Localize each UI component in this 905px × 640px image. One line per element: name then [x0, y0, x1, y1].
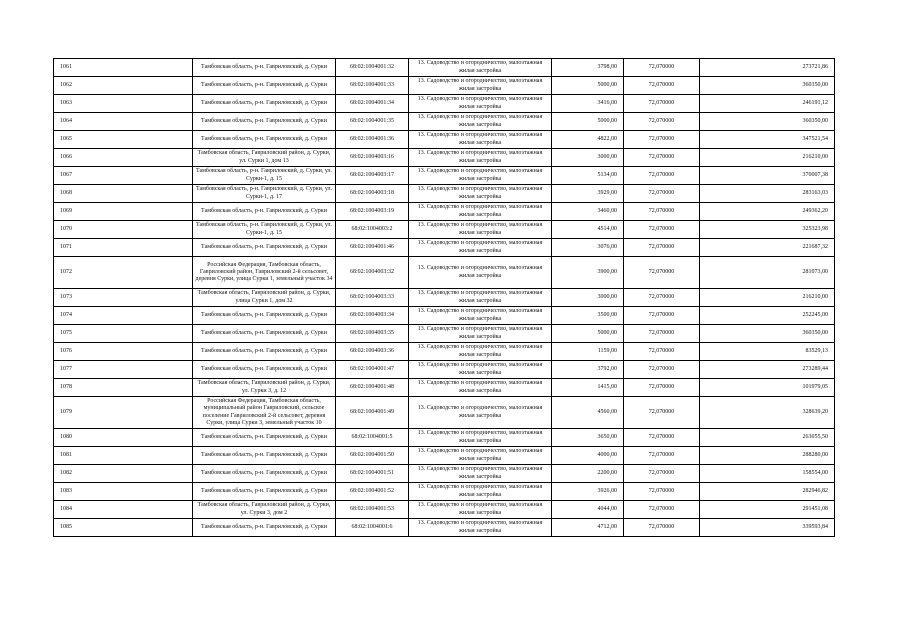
cadastral-number-cell: 68:02:1004001:35 — [336, 113, 409, 131]
land-use-cell: 13. Садоводство и огородничество, малоэтажная жилая застройка — [409, 447, 552, 465]
area-cell: 1415,00 — [552, 379, 624, 397]
area-cell: 4044,00 — [552, 501, 624, 519]
area-cell: 3900,00 — [552, 257, 624, 289]
address-cell: Тамбовская область, р-н. Гавриловский, д. Сурки — [193, 239, 336, 257]
area-cell: 4712,00 — [552, 519, 624, 537]
land-use-cell: 13. Садоводство и огородничество, малоэтажная жилая застройка — [409, 307, 552, 325]
area-cell: 3000,00 — [552, 289, 624, 307]
cadastral-number-cell: 68:02:1004001:36 — [336, 131, 409, 149]
address-cell: Тамбовская область, Гавриловский район, д. Сурки, улица Сурки 1, дом 32 — [193, 289, 336, 307]
row-number: 1080 — [54, 429, 193, 447]
cadastral-number-cell: 68:02:1004001:50 — [336, 447, 409, 465]
address-cell: Тамбовская область, Гавриловский район, д. Сурки, ул. Сурки 3, д. 12 — [193, 379, 336, 397]
address-cell: Тамбовская область, р-н. Гавриловский, д. Сурки — [193, 113, 336, 131]
area-cell: 1159,00 — [552, 343, 624, 361]
area-cell: 5000,00 — [552, 325, 624, 343]
land-use-cell: 13. Садоводство и огородничество, малоэтажная жилая застройка — [409, 59, 552, 77]
address-cell: Тамбовская область, р-н. Гавриловский, д. Сурки — [193, 325, 336, 343]
table-row — [54, 239, 835, 257]
table-row — [54, 483, 835, 501]
land-use-cell: 13. Садоводство и огородничество, малоэтажная жилая застройка — [409, 257, 552, 289]
cadastral-value-cell: 283163,03 — [700, 185, 835, 203]
land-use-cell: 13. Садоводство и огородничество, малоэтажная жилая застройка — [409, 501, 552, 519]
row-number: 1062 — [54, 77, 193, 95]
rate-cell: 72,070000 — [624, 519, 700, 537]
table-row — [54, 325, 835, 343]
rate-cell: 72,070000 — [624, 429, 700, 447]
rate-cell: 72,070000 — [624, 257, 700, 289]
rate-cell: 72,070000 — [624, 379, 700, 397]
cadastral-value-cell: 291451,08 — [700, 501, 835, 519]
address-cell: Тамбовская область, р-н. Гавриловский, д. Сурки, ул. Сурки-1, д. 17 — [193, 185, 336, 203]
row-number: 1067 — [54, 167, 193, 185]
rate-cell: 72,070000 — [624, 307, 700, 325]
address-cell: Российская Федерация, Тамбовская область, муниципальный район Гавриловский, сельское поселение Гавриловский 2-й сельсовет, деревня Сурки, улица Сурки 3, земельный участок 10 — [193, 397, 336, 429]
area-cell: 3076,00 — [552, 239, 624, 257]
cadastral-value-cell: 216210,00 — [700, 289, 835, 307]
address-cell: Тамбовская область, р-н. Гавриловский, д. Сурки — [193, 519, 336, 537]
land-use-cell: 13. Садоводство и огородничество, малоэтажная жилая застройка — [409, 397, 552, 429]
address-cell: Тамбовская область, р-н. Гавриловский, д. Сурки — [193, 59, 336, 77]
row-number: 1077 — [54, 361, 193, 379]
area-cell: 2200,00 — [552, 465, 624, 483]
table-row — [54, 257, 835, 289]
address-cell: Тамбовская область, р-н. Гавриловский, д. Сурки, ул. Сурки-1, д. 15 — [193, 221, 336, 239]
land-use-cell: 13. Садоводство и огородничество, малоэтажная жилая застройка — [409, 95, 552, 113]
land-use-cell: 13. Садоводство и огородничество, малоэтажная жилая застройка — [409, 289, 552, 307]
cadastral-value-cell: 158554,00 — [700, 465, 835, 483]
rate-cell: 72,070000 — [624, 447, 700, 465]
cadastral-number-cell: 68:02:1004001:5 — [336, 429, 409, 447]
land-use-cell: 13. Садоводство и огородничество, малоэтажная жилая застройка — [409, 343, 552, 361]
row-number: 1073 — [54, 289, 193, 307]
rate-cell: 72,070000 — [624, 221, 700, 239]
cadastral-value-cell: 328639,20 — [700, 397, 835, 429]
row-number: 1070 — [54, 221, 193, 239]
cadastral-value-cell: 282946,82 — [700, 483, 835, 501]
land-use-cell: 13. Садоводство и огородничество, малоэтажная жилая застройка — [409, 379, 552, 397]
row-number: 1066 — [54, 149, 193, 167]
rate-cell: 72,070000 — [624, 483, 700, 501]
rate-cell: 72,070000 — [624, 95, 700, 113]
table-row — [54, 149, 835, 167]
row-number: 1068 — [54, 185, 193, 203]
area-cell: 3500,00 — [552, 307, 624, 325]
rate-cell: 72,070000 — [624, 203, 700, 221]
rate-cell: 72,070000 — [624, 59, 700, 77]
row-number: 1076 — [54, 343, 193, 361]
cadastral-value-cell: 360350,00 — [700, 113, 835, 131]
cadastral-value-cell: 370007,38 — [700, 167, 835, 185]
cadastral-value-cell: 83529,13 — [700, 343, 835, 361]
rate-cell: 72,070000 — [624, 113, 700, 131]
cadastral-value-cell: 221687,32 — [700, 239, 835, 257]
land-use-cell: 13. Садоводство и огородничество, малоэтажная жилая застройка — [409, 77, 552, 95]
cadastral-number-cell: 68:02:1004001:47 — [336, 361, 409, 379]
row-number: 1079 — [54, 397, 193, 429]
row-number: 1071 — [54, 239, 193, 257]
row-number: 1084 — [54, 501, 193, 519]
address-cell: Тамбовская область, Гавриловский район, д. Сурки, ул. Сурки 1, дом 13 — [193, 149, 336, 167]
cadastral-value-cell: 339593,84 — [700, 519, 835, 537]
address-cell: Тамбовская область, р-н. Гавриловский, д. Сурки — [193, 429, 336, 447]
rate-cell: 72,070000 — [624, 465, 700, 483]
cadastral-value-cell: 246191,12 — [700, 95, 835, 113]
table-row — [54, 95, 835, 113]
row-number: 1061 — [54, 59, 193, 77]
land-use-cell: 13. Садоводство и огородничество, малоэтажная жилая застройка — [409, 483, 552, 501]
area-cell: 4000,00 — [552, 447, 624, 465]
address-cell: Тамбовская область, Гавриловский район, д. Сурки, ул. Сурки 3, дом 2 — [193, 501, 336, 519]
cadastral-number-cell: 68:02:1004003:36 — [336, 343, 409, 361]
rate-cell: 72,070000 — [624, 343, 700, 361]
land-use-cell: 13. Садоводство и огородничество, малоэтажная жилая застройка — [409, 167, 552, 185]
cadastral-number-cell: 68:02:1004003:18 — [336, 185, 409, 203]
cadastral-number-cell: 68:02:1004003:16 — [336, 149, 409, 167]
address-cell: Тамбовская область, р-н. Гавриловский, д. Сурки, ул. Сурки-1, д. 15 — [193, 167, 336, 185]
row-number: 1069 — [54, 203, 193, 221]
area-cell: 3926,00 — [552, 483, 624, 501]
rate-cell: 72,070000 — [624, 185, 700, 203]
land-use-cell: 13. Садоводство и огородничество, малоэтажная жилая застройка — [409, 325, 552, 343]
cadastral-value-cell: 252245,00 — [700, 307, 835, 325]
cadastral-value-cell: 325323,98 — [700, 221, 835, 239]
address-cell: Тамбовская область, р-н. Гавриловский, д. Сурки — [193, 203, 336, 221]
table-row — [54, 361, 835, 379]
table-row — [54, 343, 835, 361]
area-cell: 3792,00 — [552, 361, 624, 379]
table-row — [54, 465, 835, 483]
land-use-cell: 13. Садоводство и огородничество, малоэтажная жилая застройка — [409, 149, 552, 167]
table-body — [54, 59, 835, 537]
cadastral-number-cell: 68:02:1004001:51 — [336, 465, 409, 483]
area-cell: 5000,00 — [552, 113, 624, 131]
table-row — [54, 221, 835, 239]
row-number: 1075 — [54, 325, 193, 343]
cadastral-value-cell: 249362,20 — [700, 203, 835, 221]
land-use-cell: 13. Садоводство и огородничество, малоэтажная жилая застройка — [409, 239, 552, 257]
land-use-cell: 13. Садоводство и огородничество, малоэтажная жилая застройка — [409, 361, 552, 379]
cadastral-value-cell: 216210,00 — [700, 149, 835, 167]
cadastral-number-cell: 68:02:1004003:34 — [336, 307, 409, 325]
rate-cell: 72,070000 — [624, 239, 700, 257]
cadastral-value-cell: 288280,00 — [700, 447, 835, 465]
cadastral-number-cell: 68:02:1004003:19 — [336, 203, 409, 221]
rate-cell: 72,070000 — [624, 501, 700, 519]
rate-cell: 72,070000 — [624, 131, 700, 149]
rate-cell: 72,070000 — [624, 289, 700, 307]
table-row — [54, 429, 835, 447]
table-row — [54, 397, 835, 429]
area-cell: 4514,00 — [552, 221, 624, 239]
address-cell: Тамбовская область, р-н. Гавриловский, д. Сурки — [193, 483, 336, 501]
cadastral-value-cell: 263055,50 — [700, 429, 835, 447]
land-use-cell: 13. Садоводство и огородничество, малоэтажная жилая застройка — [409, 185, 552, 203]
document-page — [53, 58, 834, 537]
cadastral-value-cell: 101979,05 — [700, 379, 835, 397]
row-number: 1085 — [54, 519, 193, 537]
land-use-cell: 13. Садоводство и огородничество, малоэтажная жилая застройка — [409, 221, 552, 239]
land-use-cell: 13. Садоводство и огородничество, малоэтажная жилая застройка — [409, 203, 552, 221]
land-use-cell: 13. Садоводство и огородничество, малоэтажная жилая застройка — [409, 131, 552, 149]
cadastral-value-cell: 347521,54 — [700, 131, 835, 149]
row-number: 1082 — [54, 465, 193, 483]
address-cell: Тамбовская область, р-н. Гавриловский, д. Сурки — [193, 465, 336, 483]
cadastral-number-cell: 68:02:1004001:6 — [336, 519, 409, 537]
rate-cell: 72,070000 — [624, 167, 700, 185]
area-cell: 3000,00 — [552, 149, 624, 167]
cadastral-number-cell: 68:02:1004001:53 — [336, 501, 409, 519]
area-cell: 3929,00 — [552, 185, 624, 203]
cadastral-value-cell: 281073,00 — [700, 257, 835, 289]
rate-cell: 72,070000 — [624, 149, 700, 167]
address-cell: Тамбовская область, р-н. Гавриловский, д. Сурки — [193, 77, 336, 95]
cadastral-number-cell: 68:02:1004001:32 — [336, 59, 409, 77]
table-row — [54, 307, 835, 325]
table-row — [54, 203, 835, 221]
table-row — [54, 59, 835, 77]
area-cell: 4560,00 — [552, 397, 624, 429]
land-use-cell: 13. Садоводство и огородничество, малоэтажная жилая застройка — [409, 519, 552, 537]
rate-cell: 72,070000 — [624, 77, 700, 95]
cadastral-number-cell: 68:02:1004003:2 — [336, 221, 409, 239]
address-cell: Тамбовская область, р-н. Гавриловский, д. Сурки — [193, 131, 336, 149]
row-number: 1065 — [54, 131, 193, 149]
area-cell: 3650,00 — [552, 429, 624, 447]
table-row — [54, 131, 835, 149]
cadastral-value-cell: 360350,00 — [700, 77, 835, 95]
land-use-cell: 13. Садоводство и огородничество, малоэтажная жилая застройка — [409, 465, 552, 483]
cadastral-number-cell: 68:02:1004003:33 — [336, 289, 409, 307]
row-number: 1074 — [54, 307, 193, 325]
cadastral-number-cell: 68:02:1004001:48 — [336, 379, 409, 397]
table-row — [54, 167, 835, 185]
area-cell: 3798,00 — [552, 59, 624, 77]
cadastral-number-cell: 68:02:1004001:33 — [336, 77, 409, 95]
area-cell: 5134,00 — [552, 167, 624, 185]
row-number: 1083 — [54, 483, 193, 501]
row-number: 1063 — [54, 95, 193, 113]
table-row — [54, 113, 835, 131]
cadastral-number-cell: 68:02:1004003:35 — [336, 325, 409, 343]
cadastral-number-cell: 68:02:1004003:17 — [336, 167, 409, 185]
table-row — [54, 185, 835, 203]
table-row — [54, 519, 835, 537]
cadastral-number-cell: 68:02:1004001:46 — [336, 239, 409, 257]
land-parcels-table — [53, 58, 835, 537]
row-number: 1064 — [54, 113, 193, 131]
address-cell: Тамбовская область, р-н. Гавриловский, д. Сурки — [193, 95, 336, 113]
land-use-cell: 13. Садоводство и огородничество, малоэтажная жилая застройка — [409, 429, 552, 447]
address-cell: Тамбовская область, р-н. Гавриловский, д. Сурки — [193, 307, 336, 325]
table-row — [54, 501, 835, 519]
area-cell: 3460,00 — [552, 203, 624, 221]
address-cell: Российская Федерация, Тамбовская область, Гавриловский район, Гавриловский 2-й сельсовет, деревня Сурки, улица Сурки 1, земельный участок 34 — [193, 257, 336, 289]
address-cell: Тамбовская область, р-н. Гавриловский, д. Сурки — [193, 361, 336, 379]
land-use-cell: 13. Садоводство и огородничество, малоэтажная жилая застройка — [409, 113, 552, 131]
cadastral-number-cell: 68:02:1004001:34 — [336, 95, 409, 113]
area-cell: 4822,00 — [552, 131, 624, 149]
rate-cell: 72,070000 — [624, 325, 700, 343]
rate-cell: 72,070000 — [624, 361, 700, 379]
cadastral-number-cell: 68:02:1004003:32 — [336, 257, 409, 289]
row-number: 1072 — [54, 257, 193, 289]
address-cell: Тамбовская область, р-н. Гавриловский, д. Сурки — [193, 343, 336, 361]
area-cell: 3416,00 — [552, 95, 624, 113]
cadastral-value-cell: 360350,00 — [700, 325, 835, 343]
cadastral-value-cell: 273721,86 — [700, 59, 835, 77]
row-number: 1081 — [54, 447, 193, 465]
cadastral-number-cell: 68:02:1004001:52 — [336, 483, 409, 501]
table-row — [54, 77, 835, 95]
table-row — [54, 447, 835, 465]
row-number: 1078 — [54, 379, 193, 397]
table-row — [54, 379, 835, 397]
table-row — [54, 289, 835, 307]
cadastral-number-cell: 68:02:1004001:49 — [336, 397, 409, 429]
area-cell: 5000,00 — [552, 77, 624, 95]
cadastral-value-cell: 273289,44 — [700, 361, 835, 379]
rate-cell: 72,070000 — [624, 397, 700, 429]
address-cell: Тамбовская область, р-н. Гавриловский, д. Сурки — [193, 447, 336, 465]
